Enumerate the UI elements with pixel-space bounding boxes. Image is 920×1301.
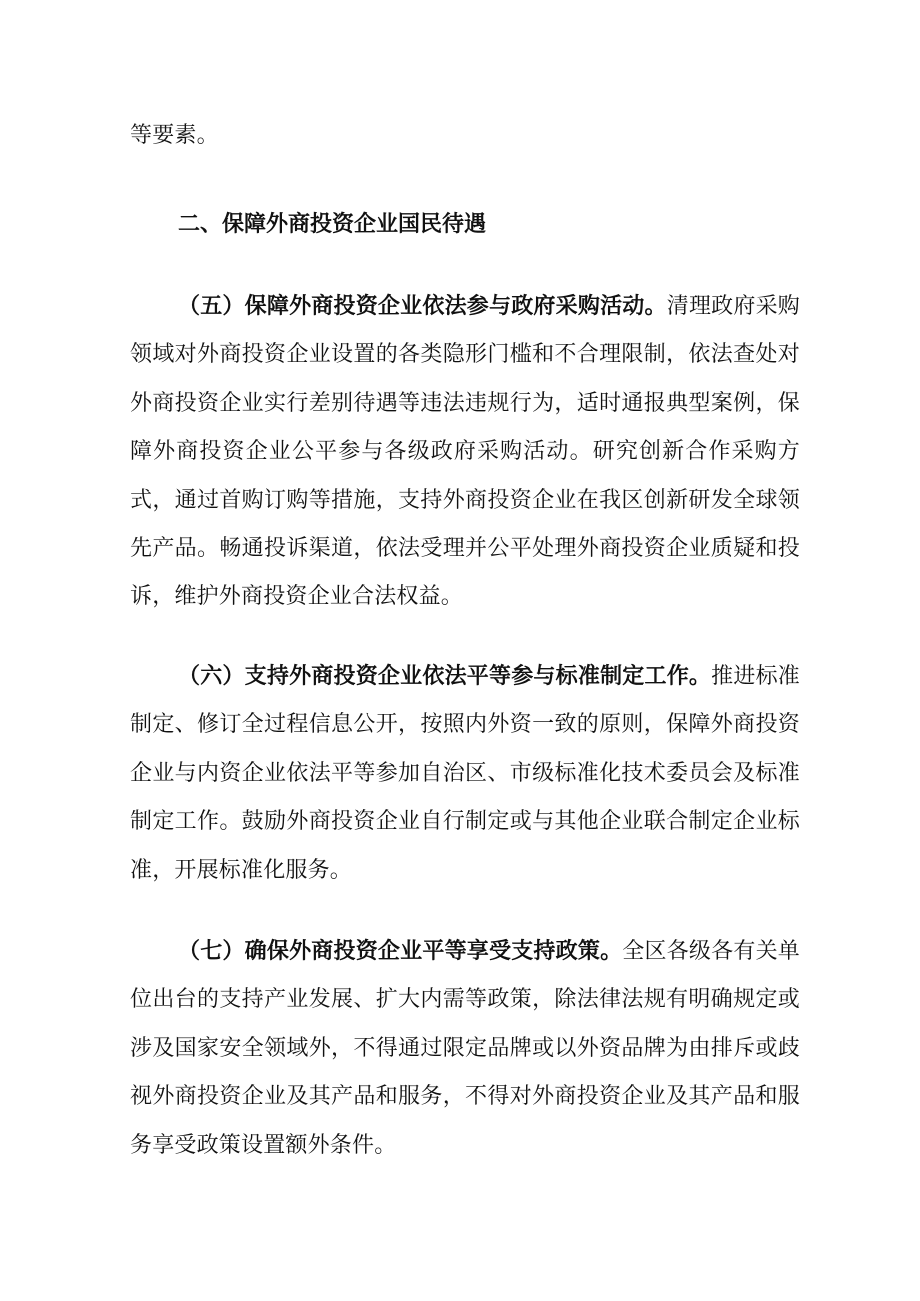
paragraph-7 [130, 928, 800, 1170]
paragraph-5 [130, 283, 800, 622]
paragraph-5-lead: （五）保障外商投资企业依法参与政府采购活动。 [178, 294, 667, 319]
paragraph-7-lead: （七）确保外商投资企业平等享受支持政策。 [178, 939, 623, 964]
paragraph-7-body: 全区各级各有关单位出台的支持产业发展、扩大内需等政策，除法律法规有明确规定或涉及国家安全领域外，不得通过限定品牌或以外资品牌为由排斥或歧视外商投资企业及其产品和服务，不得对外商投资企业及其产品和服务享受政策设置额外条件。 [130, 939, 800, 1158]
intro-tail-text [130, 112, 800, 160]
intro-tail: 等要素。 [130, 123, 219, 148]
paragraph-6-lead: （六）支持外商投资企业依法平等参与标准制定工作。 [178, 664, 712, 689]
paragraph-6-body: 推进标准制定、修订全过程信息公开，按照内外资一致的原则，保障外商投资企业与内资企业依法平等参加自治区、市级标准化技术委员会及标准制定工作。鼓励外商投资企业自行制定或与其他企业联合制定企业标准，开展标准化服务。 [130, 664, 800, 883]
paragraph-6 [130, 653, 800, 895]
section-heading: 二、保障外商投资企业国民待遇 [178, 212, 487, 237]
paragraph-5-body: 清理政府采购领域对外商投资企业设置的各类隐形门槛和不合理限制，依法查处对外商投资企业实行差别待遇等违法违规行为，适时通报典型案例，保障外商投资企业公平参与各级政府采购活动。研究创新合作采购方式，通过首购订购等措施，支持外商投资企业在我区创新研发全球领先产品。畅通投诉渠道，依法受理并公平处理外商投资企业质疑和投诉，维护外商投资企业合法权益。 [130, 294, 801, 610]
